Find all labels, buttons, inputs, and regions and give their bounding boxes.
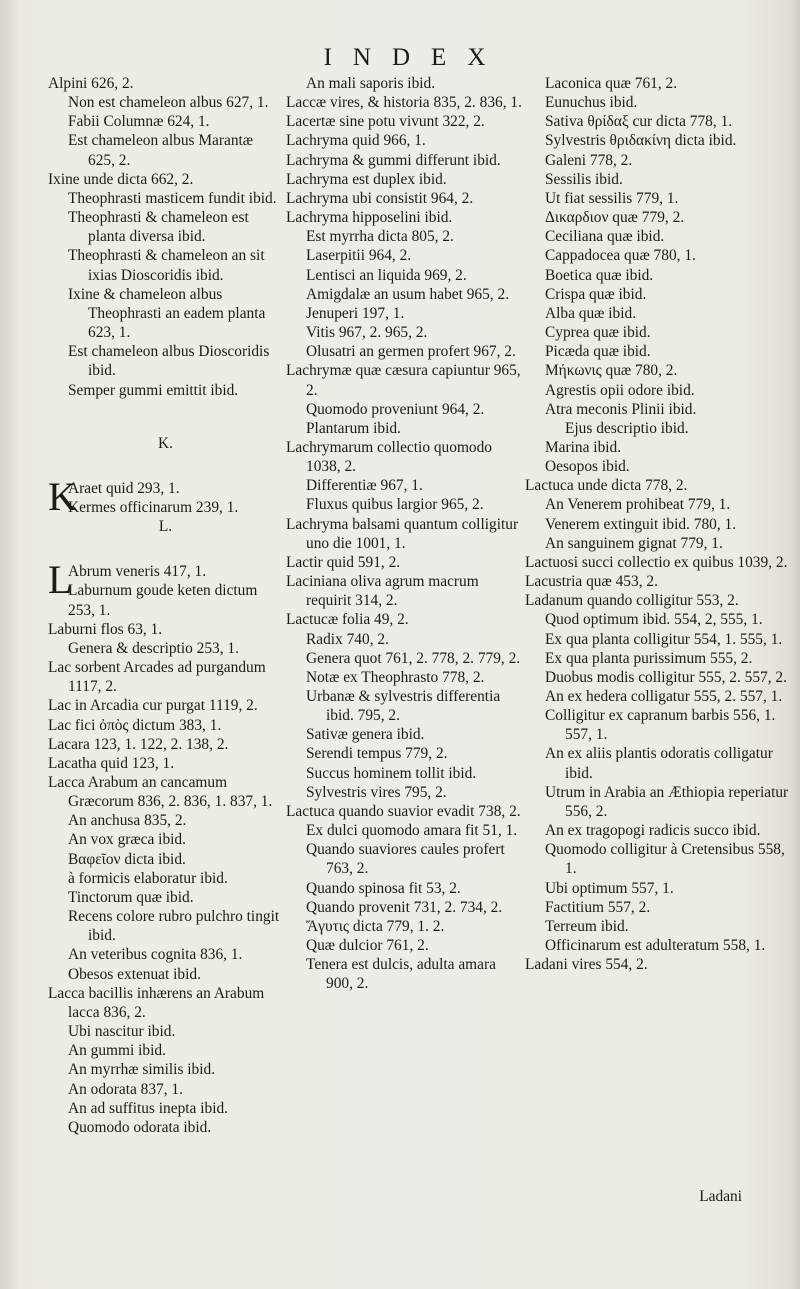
spacer: [48, 453, 283, 479]
index-entry: [286, 495, 526, 514]
entry-text: An gummi ibid.: [68, 1042, 166, 1060]
entry-text: Genera & descriptio 253, 1.: [68, 639, 239, 657]
entry-text: Utrum in Arabia an Æthiopia reperiatur 556, 2.: [545, 783, 789, 820]
index-entry: [286, 802, 526, 821]
index-entry: [286, 93, 526, 112]
entry-text: Lactucæ folia 49, 2.: [286, 611, 409, 629]
index-entry: [525, 879, 790, 898]
catchword: Ladani: [699, 1188, 742, 1205]
index-entry: [48, 1080, 283, 1099]
index-entry: [48, 945, 283, 964]
index-entry: [525, 381, 790, 400]
section-letter: [48, 434, 283, 453]
entry-text: Fluxus quibus largior 965, 2.: [306, 496, 484, 514]
entry-text: Quomodo proveniunt 964, 2.: [306, 400, 485, 418]
entry-text: Quæ dulcior 761, 2.: [306, 937, 429, 955]
index-entry: [48, 581, 283, 619]
entry-text: Est chameleon albus Dioscoridis ibid.: [68, 343, 270, 380]
index-column-3: [525, 74, 790, 974]
entry-text: An vox græca ibid.: [68, 831, 186, 849]
index-entry: [525, 342, 790, 361]
index-column-2: [286, 74, 526, 994]
entry-text: An mali saporis ibid.: [306, 75, 436, 92]
entry-text: Lachryma est duplex ibid.: [286, 170, 447, 188]
entry-text: Abrum veneris 417, 1.: [68, 563, 207, 581]
index-entry: [48, 246, 283, 284]
entry-text: Ex dulci quomodo amara fit 51, 1.: [306, 822, 518, 840]
index-entry: [286, 821, 526, 840]
index-entry: [286, 649, 526, 668]
index-entry: [48, 830, 283, 849]
index-entry: [525, 74, 790, 93]
drop-cap: K: [48, 473, 77, 519]
index-entry: [286, 438, 526, 476]
entry-text: Araet quid 293, 1.: [68, 479, 180, 497]
entry-text: Genera quot 761, 2. 778, 2. 779, 2.: [306, 649, 521, 667]
entry-text: Lactuca quando suavior evadit 738, 2.: [286, 802, 521, 820]
index-entry: [525, 840, 790, 878]
index-entry: [286, 131, 526, 150]
entry-text: Μήκωνις quæ 780, 2.: [545, 362, 678, 380]
entry-text: Semper gummi emittit ibid.: [68, 381, 239, 399]
entry-text: An ex tragopogi radicis succo ibid.: [545, 822, 761, 840]
index-entry: [286, 342, 526, 361]
index-entry: [286, 361, 526, 399]
index-entry: [286, 476, 526, 495]
index-entry: [286, 783, 526, 802]
entry-text: Crispa quæ ibid.: [545, 285, 647, 303]
index-entry: [48, 639, 283, 658]
entry-text: Lachryma & gummi differunt ibid.: [286, 151, 501, 169]
entry-text: Laconica quæ 761, 2.: [545, 75, 678, 92]
entry-text: Quomodo colligitur à Cretensibus 558, 1.: [545, 841, 785, 878]
index-entry: [286, 227, 526, 246]
entry-text: An sanguinem gignat 779, 1.: [545, 534, 723, 552]
entry-text: Lacatha quid 123, 1.: [48, 754, 175, 772]
entry-text: An veteribus cognita 836, 1.: [68, 946, 243, 964]
index-entry: [286, 955, 526, 993]
entry-text: Fabii Columnæ 624, 1.: [68, 113, 210, 131]
index-entry: [525, 898, 790, 917]
index-entry: [48, 112, 283, 131]
index-entry: [48, 74, 283, 93]
entry-text: An ad suffitus inepta ibid.: [68, 1099, 229, 1117]
entry-text: Terreum ibid.: [545, 917, 629, 935]
index-entry: [286, 304, 526, 323]
index-entry: [48, 658, 283, 696]
index-entry: [525, 668, 790, 687]
entry-text: Agrestis opii odore ibid.: [545, 381, 695, 399]
entry-text: Radix 740, 2.: [306, 630, 389, 648]
entry-text: Theophrasti & chameleon est planta diversa ibid.: [68, 209, 249, 246]
entry-text: Lacertæ sine potu vivunt 322, 2.: [286, 113, 485, 131]
index-entry: [525, 495, 790, 514]
index-entry: [48, 850, 283, 869]
entry-text: Theophrasti masticem fundit ibid.: [68, 189, 277, 207]
index-entry: [525, 323, 790, 342]
index-entry: [286, 630, 526, 649]
entry-text: Lac sorbent Arcades ad purgandum 1117, 2.: [48, 659, 266, 696]
index-entry: [48, 1022, 283, 1041]
entry-text: L.: [158, 518, 173, 536]
index-entry: [525, 400, 790, 419]
entry-text: Kermes officinarum 239, 1.: [68, 498, 239, 516]
index-entry: [286, 208, 526, 227]
index-entry: [286, 419, 526, 438]
entry-text: Picæda quæ ibid.: [545, 343, 651, 361]
entry-text: Cyprea quæ ibid.: [545, 324, 651, 342]
index-entry: [48, 773, 283, 811]
entry-text: Tinctorum quæ ibid.: [68, 888, 194, 906]
index-entry: [525, 266, 790, 285]
index-entry: [286, 936, 526, 955]
entry-text: Lachryma hipposelini ibid.: [286, 209, 453, 227]
index-entry: [48, 1060, 283, 1079]
index-entry: [286, 610, 526, 629]
index-entry: [286, 572, 526, 610]
index-entry: [48, 342, 283, 380]
index-entry: [286, 553, 526, 572]
index-entry: [525, 821, 790, 840]
index-entry: [286, 515, 526, 553]
entry-text: Ejus descriptio ibid.: [565, 419, 689, 437]
index-entry: [286, 898, 526, 917]
entry-text: An Venerem prohibeat 779, 1.: [545, 496, 731, 514]
entry-text: Ex qua planta colligitur 554, 1. 555, 1.: [545, 630, 783, 648]
index-entry: [48, 965, 283, 984]
entry-text: Quando provenit 731, 2. 734, 2.: [306, 898, 503, 916]
index-entry: [286, 151, 526, 170]
index-entry: [48, 620, 283, 639]
index-entry: [286, 879, 526, 898]
entry-text: Ixine & chameleon albus Theophrasti an eadem planta 623, 1.: [68, 285, 266, 342]
index-entry: [525, 93, 790, 112]
index-entry: [525, 610, 790, 629]
entry-text: An myrrhæ similis ibid.: [68, 1061, 216, 1079]
entry-text: Succus hominem tollit ibid.: [306, 764, 477, 782]
entry-text: Amigdalæ an usum habet 965, 2.: [306, 285, 510, 303]
entry-text: Lachrymæ quæ cæsura capiuntur 965, 2.: [286, 362, 521, 399]
index-entry: [286, 246, 526, 265]
index-entry: [525, 246, 790, 265]
index-entry: [525, 936, 790, 955]
entry-text: Sylvestris θριδακίνη dicta ibid.: [545, 132, 737, 150]
spacer: [48, 536, 283, 562]
index-entry: [48, 735, 283, 754]
index-entry: [286, 266, 526, 285]
index-entry: [286, 74, 526, 93]
entry-text: Venerem extinguit ibid. 780, 1.: [545, 515, 737, 533]
index-entry: [286, 668, 526, 687]
entry-text: Alba quæ ibid.: [545, 304, 637, 322]
index-entry: [48, 984, 283, 1022]
entry-text: Βαφεῖον dicta ibid.: [68, 850, 186, 868]
index-entry: [48, 170, 283, 189]
entry-text: Sativa θρίδαξ cur dicta 778, 1.: [545, 113, 733, 131]
index-entry: [525, 304, 790, 323]
entry-text: Laburnum goude keten dictum 253, 1.: [68, 582, 258, 619]
entry-text: Lachrymarum collectio quomodo 1038, 2.: [286, 438, 493, 476]
index-entry: [48, 498, 283, 517]
entry-text: Atra meconis Plinii ibid.: [545, 400, 697, 418]
entry-text: Lactuosi succi collectio ex quibus 1039, 2.: [525, 553, 788, 571]
index-entry: [525, 285, 790, 304]
index-entry: [286, 112, 526, 131]
entry-text: Ut fiat sessilis 779, 1.: [545, 189, 679, 207]
spacer: [48, 400, 283, 434]
index-entry: [525, 630, 790, 649]
index-entry: [286, 725, 526, 744]
index-entry: [286, 323, 526, 342]
index-entry: [525, 649, 790, 668]
entry-text: Eunuchus ibid.: [545, 94, 638, 112]
entry-text: Lacca Arabum an cancamum Græcorum 836, 2. 836, 1. 837, 1.: [48, 774, 273, 811]
index-entry: [525, 151, 790, 170]
entry-text: Olusatri an germen profert 967, 2.: [306, 343, 516, 361]
index-entry: [286, 764, 526, 783]
index-entry: [525, 112, 790, 131]
entry-text: Non est chameleon albus 627, 1.: [68, 94, 269, 112]
entry-text: à formicis elaboratur ibid.: [68, 869, 228, 887]
entry-text: Laccæ vires, & historia 835, 2. 836, 1.: [286, 94, 522, 112]
index-entry: [525, 419, 790, 438]
entry-text: Lacara 123, 1. 122, 2. 138, 2.: [48, 735, 229, 753]
entry-text: Laciniana oliva agrum macrum requirit 314, 2.: [286, 573, 479, 610]
entry-text: Lentisci an liquida 969, 2.: [306, 266, 467, 284]
index-entry: [286, 400, 526, 419]
entry-text: Ceciliana quæ ibid.: [545, 228, 665, 246]
index-entry: [525, 131, 790, 150]
index-entry: [48, 696, 283, 715]
drop-cap: L: [48, 557, 73, 603]
entry-text: Lactir quid 591, 2.: [286, 553, 401, 571]
entry-text: Quando spinosa fit 53, 2.: [306, 879, 461, 897]
index-entry: [525, 591, 790, 610]
index-entry: [525, 170, 790, 189]
entry-text: Laserpitii 964, 2.: [306, 247, 412, 265]
entry-text: An ex hedera colligatur 555, 2. 557, 1.: [545, 688, 783, 705]
index-entry: [525, 361, 790, 380]
index-entry: [525, 476, 790, 495]
index-entry: [525, 189, 790, 208]
entry-text: Est chameleon albus Marantæ 625, 2.: [68, 132, 254, 169]
section-letter: [48, 517, 283, 536]
index-entry: [48, 285, 283, 342]
index-column-1: [48, 74, 283, 1137]
index-entry: [525, 534, 790, 553]
index-entry: [525, 515, 790, 534]
entry-text: Est myrrha dicta 805, 2.: [306, 228, 454, 246]
index-entry: [525, 457, 790, 476]
page-header: INDEX: [323, 44, 507, 71]
index-entry: [286, 687, 526, 725]
index-entry: [286, 917, 526, 936]
index-entry: [48, 907, 283, 945]
entry-text: Ixine unde dicta 662, 2.: [48, 170, 194, 188]
index-entry: [525, 572, 790, 591]
entry-text: Galeni 778, 2.: [545, 151, 633, 169]
index-entry: [286, 189, 526, 208]
index-entry: [48, 754, 283, 773]
entry-text: Duobus modis colligitur 555, 2. 557, 2.: [545, 668, 787, 686]
entry-text: An ex aliis plantis odoratis colligatur ibid.: [545, 745, 773, 782]
entry-text: Lachryma balsami quantum colligitur uno die 1001, 1.: [286, 515, 519, 552]
entry-text: Notæ ex Theophrasto 778, 2.: [306, 668, 485, 686]
entry-text: Ubi optimum 557, 1.: [545, 879, 674, 897]
entry-text: Officinarum est adulteratum 558, 1.: [545, 937, 766, 955]
entry-text: Theophrasti & chameleon an sit ixias Dioscoridis ibid.: [68, 247, 265, 284]
index-entry: [525, 687, 790, 706]
entry-text: Quod optimum ibid. 554, 2, 555, 1.: [545, 611, 763, 629]
index-entry: [525, 783, 790, 821]
entry-text: Urbanæ & sylvestris differentia ibid. 795, 2.: [306, 688, 501, 725]
entry-text: Tenera est dulcis, adulta amara 900, 2.: [306, 956, 496, 993]
entry-text: Vitis 967, 2. 965, 2.: [306, 324, 428, 342]
index-entry: [525, 227, 790, 246]
index-entry: [48, 811, 283, 830]
entry-text: Ex qua planta purissimum 555, 2.: [545, 649, 753, 667]
index-entry: [48, 716, 283, 735]
entry-text: Alpini 626, 2.: [48, 75, 134, 92]
index-entry: [525, 955, 790, 974]
entry-text: Serendi tempus 779, 2.: [306, 745, 448, 763]
entry-text: Factitium 557, 2.: [545, 898, 651, 916]
index-entry: [48, 888, 283, 907]
index-entry: [48, 869, 283, 888]
entry-text: An odorata 837, 1.: [68, 1080, 183, 1098]
entry-text: Oesopos ibid.: [545, 458, 630, 476]
entry-text: An anchusa 835, 2.: [68, 812, 187, 830]
entry-text: Lacustria quæ 453, 2.: [525, 573, 658, 591]
entry-text: Cappadocea quæ 780, 1.: [545, 247, 696, 265]
entry-text: Colligitur ex capranum barbis 556, 1. 557, 1.: [545, 707, 776, 744]
index-entry: [525, 744, 790, 782]
index-entry: [48, 381, 283, 400]
index-entry: [48, 1099, 283, 1118]
index-entry: [525, 706, 790, 744]
entry-text: Lacca bacillis inhærens an Arabum lacca 836, 2.: [48, 984, 265, 1021]
entry-text: Lac fici ὀπὸς dictum 383, 1.: [48, 716, 222, 734]
entry-text: Lachryma quid 966, 1.: [286, 132, 426, 150]
entry-text: Δικαρδιον quæ 779, 2.: [545, 209, 685, 227]
entry-text: Plantarum ibid.: [306, 419, 401, 437]
entry-text: Laburni flos 63, 1.: [48, 620, 163, 638]
index-entry: [48, 208, 283, 246]
entry-text: Obesos extenuat ibid.: [68, 965, 201, 983]
entry-text: K.: [158, 434, 173, 452]
entry-text: Sessilis ibid.: [545, 170, 623, 188]
index-entry: [525, 438, 790, 457]
entry-text: Jenuperi 197, 1.: [306, 304, 405, 322]
index-entry: [48, 131, 283, 169]
index-entry: [286, 285, 526, 304]
entry-text: Sativæ genera ibid.: [306, 726, 425, 744]
index-entry: [48, 1118, 283, 1137]
entry-text: Recens colore rubro pulchro tingit ibid.: [68, 908, 280, 945]
entry-text: Marina ibid.: [545, 438, 622, 456]
entry-text: Sylvestris vires 795, 2.: [306, 783, 447, 801]
index-entry: [286, 840, 526, 878]
index-entry: [525, 208, 790, 227]
entry-text: Ubi nascitur ibid.: [68, 1023, 176, 1041]
entry-text: Ladanum quando colligitur 553, 2.: [525, 592, 739, 610]
entry-text: Ladani vires 554, 2.: [525, 956, 648, 974]
index-entry: [525, 917, 790, 936]
index-entry: [48, 189, 283, 208]
entry-text: Lactuca unde dicta 778, 2.: [525, 477, 688, 495]
entry-text: Ἄγυτις dicta 779, 1. 2.: [306, 917, 445, 935]
entry-text: Quomodo odorata ibid.: [68, 1118, 212, 1136]
entry-text: Differentiæ 967, 1.: [306, 477, 423, 495]
index-entry: [48, 93, 283, 112]
index-entry: [525, 553, 790, 572]
entry-text: Quando suaviores caules profert 763, 2.: [306, 841, 505, 878]
entry-text: Boetica quæ ibid.: [545, 266, 654, 284]
index-entry: [48, 1041, 283, 1060]
entry-text: Lac in Arcadia cur purgat 1119, 2.: [48, 697, 258, 715]
entry-text: Lachryma ubi consistit 964, 2.: [286, 189, 474, 207]
index-entry: [286, 170, 526, 189]
index-entry: [286, 744, 526, 763]
